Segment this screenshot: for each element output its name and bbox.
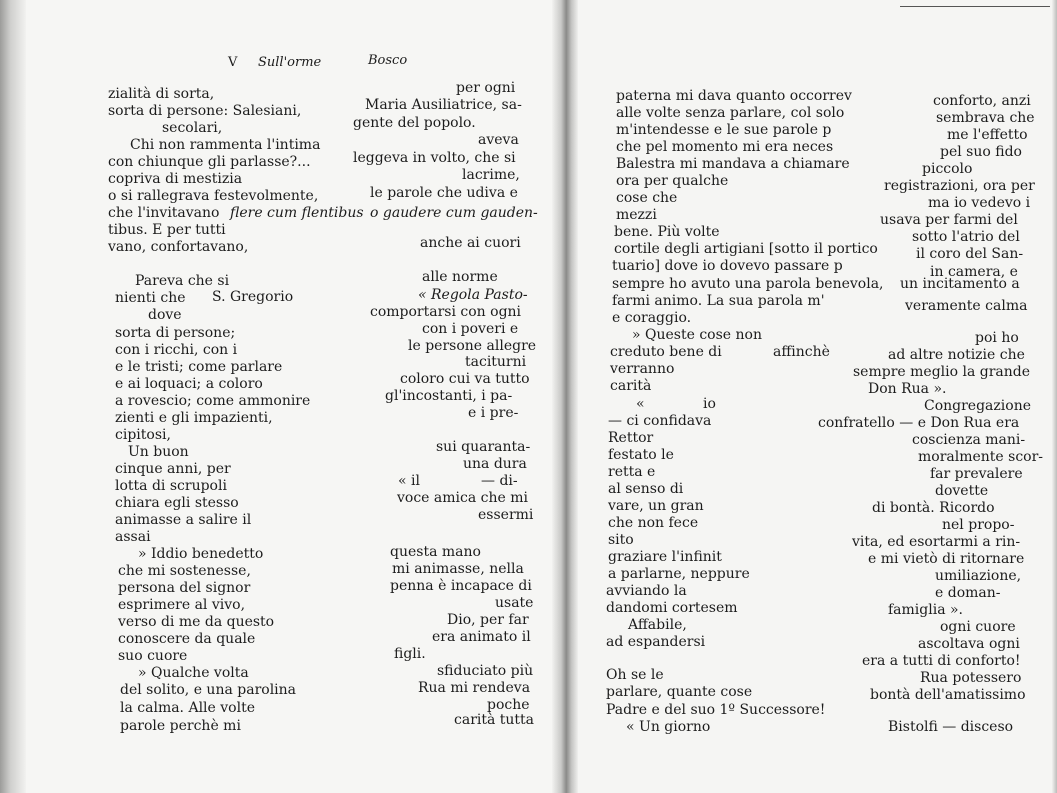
text-line: Rua mi rendeva [418,680,531,696]
text-line: le persone allegre [408,338,537,354]
text-line: al senso di [608,481,684,497]
text-line: aveva [478,132,519,148]
text-line: vare, un gran [608,498,704,514]
text-line: sotto l'atrio del [912,229,1020,245]
text-line: coscienza mani- [912,432,1026,448]
text-line: Bistolfi — disceso [888,719,1014,735]
page-edge-shadow [1052,0,1057,793]
text-line: carità [610,378,652,394]
text-line: Oh se le [606,667,664,683]
text-line: persona del signor [118,580,251,596]
text-line: sorta di persone: Salesiani, [108,103,302,119]
text-line: lacrime, [462,167,520,183]
text-line: io [703,396,716,412]
text-line: affinchè [773,344,830,360]
text-line: cose che [616,190,678,206]
text-line: « Regola Pasto- [418,287,528,303]
text-line: bene. Più volte [614,224,720,240]
text-line: far prevalere [930,466,1023,482]
text-line: figli. [394,646,426,662]
text-line: penna è incapace di [390,578,532,594]
text-line: era animato il [432,629,531,645]
text-line: alle norme [422,269,498,285]
text-line: tuario] dove io dovevo passare p [612,258,843,274]
text-line: con i poveri e [422,321,519,337]
text-line: « Un giorno [626,719,711,735]
text-line: la calma. Alle volte [120,700,255,716]
text-line: S. Gregorio [212,289,294,305]
text-line: per ogni [456,80,516,96]
text-line: e doman- [935,585,1001,601]
text-line: Pareva che si [135,273,230,289]
text-line: e ai loquaci; a coloro [115,376,263,392]
text-line: e coraggio. [612,310,692,326]
text-line: vita, ed esortarmi a rin- [852,534,1021,550]
text-line: Chi non rammenta l'intima [130,137,321,153]
text-line: veramente calma [905,298,1028,314]
text-line: flere cum flentibus [230,205,364,221]
text-line: che l'invitavano [108,205,220,221]
text-line: « [636,396,645,412]
text-line: dovette [935,483,989,499]
top-rule [900,6,1050,7]
text-line: retta e [608,464,656,480]
text-line: di bontà. Ricordo [872,500,995,516]
text-line: e le tristi; come parlare [115,359,283,375]
text-line: una dura [463,456,527,472]
text-line: carità tutta [454,712,535,728]
text-line: un incitamento a [900,276,1020,292]
text-line: cipitosi, [115,427,171,443]
text-line: paterna mi dava quanto occorrev [616,88,852,104]
text-line: sempre meglio la grande [853,364,1031,380]
text-line: m'intendesse e le sue parole p [616,122,832,138]
text-line: Padre e del suo 1º Successore! [606,702,826,718]
text-line: Un buon [128,444,189,460]
running-title-right: Bosco [368,53,408,68]
text-line: suo cuore [118,648,188,664]
text-line: che pel momento mi era neces [616,139,834,155]
text-line: questa mano [390,544,481,560]
text-line: — ci confidava [608,413,712,429]
text-line: animasse a salire il [115,512,252,528]
text-line: ad espandersi [606,634,706,650]
text-line: leggeva in volto, che si [353,150,516,166]
text-line: zienti e gli impazienti, [115,410,273,426]
text-line: cinque anni, per [115,461,231,477]
text-line: con chiunque gli parlasse?... [108,154,311,170]
text-line: essermi [478,507,534,523]
text-line: lotta di scrupoli [115,478,227,494]
text-line: ogni cuore [940,619,1016,635]
text-line: anche ai cuori [420,235,521,251]
text-line: coloro cui va tutto [400,371,530,387]
text-line: esprimere al vivo, [118,597,246,613]
text-line: dove [148,307,182,323]
text-line: alle volte senza parlare, col solo [616,105,845,121]
text-line: me l'effetto [947,127,1028,143]
text-line: dandomi cortesem [606,600,738,616]
text-line: — di- [481,473,518,489]
text-line: « il [398,473,420,489]
text-line: le parole che udiva e [370,185,518,201]
text-line: umiliazione, [935,568,1022,584]
text-line: o gaudere cum gauden- [370,205,538,221]
text-line: farmi animo. La sua parola m' [612,293,825,309]
text-line: Rettor [608,430,654,446]
page-edge-shadow [0,0,26,793]
text-line: Don Rua ». [868,381,947,397]
text-line: parlare, quante cose [606,684,753,700]
text-line: pel suo fido [940,144,1022,160]
text-line: avviando la [606,583,687,599]
text-line: » Queste cose non [632,327,762,343]
text-line: in camera, e [930,264,1018,280]
text-line: piccolo [922,161,973,177]
text-line: Congregazione [924,398,1031,414]
text-line: mi animasse, nella [392,561,524,577]
text-line: sorta di persone; [115,325,236,341]
text-line: graziare l'infinit [608,549,722,565]
text-line: taciturni [465,354,527,370]
text-line: » Iddio benedetto [138,546,264,562]
text-line: famiglia ». [888,602,964,618]
text-line: registrazioni, ora per [884,178,1035,194]
text-line: che non fece [608,515,699,531]
book-gutter [552,0,578,793]
text-line: bontà dell'amatissimo [870,687,1026,703]
text-line: assai [115,529,151,545]
text-line: secolari, [162,120,223,136]
text-line: chiara egli stesso [115,495,239,511]
running-title-left: Sull'orme [258,55,322,70]
text-line: usate [495,595,534,611]
text-line: Balestra mi mandava a chiamare [616,156,850,172]
text-line: verso di me da questo [118,614,275,630]
text-line: ad altre notizie che [888,347,1025,363]
text-line: ma io vedevo i [928,195,1031,211]
text-line: sito [608,532,634,548]
text-line: a parlarne, neppure [608,566,750,582]
text-line: e mi vietò di ritornare [868,551,1025,567]
text-line: che mi sostenesse, [118,563,251,579]
text-line: Affabile, [628,617,687,633]
text-line: del solito, e una parolina [120,682,297,698]
text-line: Maria Ausiliatrice, sa- [365,97,522,113]
text-line: e i pre- [468,405,519,421]
text-line: voce amica che mi [397,490,528,506]
section-number: V [228,55,238,70]
text-line: sembrava che [936,110,1035,126]
text-line: sempre ho avuto una parola benevola, [612,276,884,292]
text-line: ora per qualche [616,173,729,189]
text-line: vano, confortavano, [108,239,249,255]
text-line: sui quaranta- [436,439,531,455]
text-line: a rovescio; come ammonire [115,393,311,409]
text-line: mezzi [616,207,657,223]
text-line: con i ricchi, con i [115,342,238,358]
text-line: confratello — e Don Rua era [818,415,1020,431]
text-line: sfiduciato più [437,663,534,679]
text-line: Rua potessero [920,670,1022,686]
text-line: o si rallegrava festevolmente, [108,188,319,204]
text-line: era a tutti di conforto! [862,653,1021,669]
text-line: » Qualche volta [138,665,249,681]
text-line: gente del popolo. [353,115,476,131]
text-line: ascoltava ogni [918,636,1020,652]
text-line: moralmente scor- [918,449,1044,465]
text-line: tibus. E per tutti [108,222,226,238]
text-line: poche [487,697,530,713]
text-line: parole perchè mi [120,718,241,734]
text-line: cortile degli artigiani [sotto il portico [614,241,878,257]
text-line: gl'incostanti, i pa- [385,388,513,404]
text-line: conoscere da quale [118,631,256,647]
text-line: conforto, anzi [933,93,1031,109]
text-line: comportarsi con ogni [370,304,522,320]
text-line: usava per farmi del [880,212,1018,228]
text-line: zialità di sorta, [108,86,215,102]
text-line: poi ho [975,330,1019,346]
text-line: copriva di mestizia [108,171,243,187]
text-line: festato le [608,447,674,463]
text-line: il coro del San- [916,246,1024,262]
text-line: Dio, per far [447,612,529,628]
text-line: nel propo- [942,517,1015,533]
text-line: nienti che [115,290,186,306]
text-line: creduto bene di [610,344,722,360]
text-line: verranno [610,361,675,377]
